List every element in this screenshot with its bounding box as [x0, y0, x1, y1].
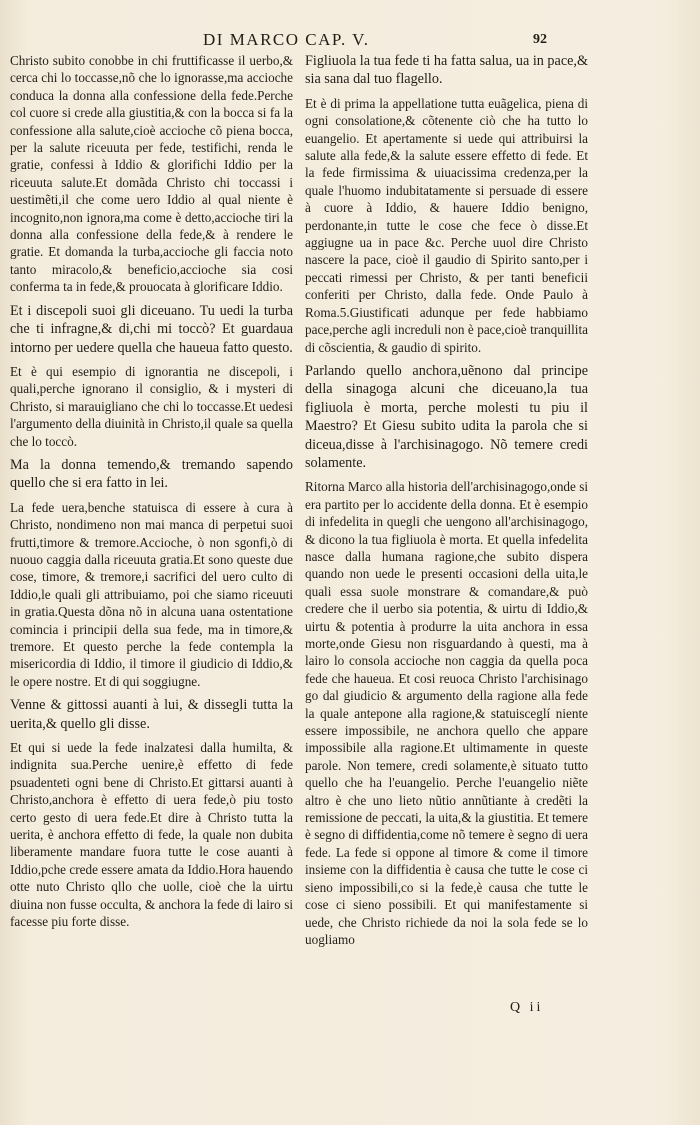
commentary-paragraph: Et qui si uede la fede inalzatesi dalla humilta, & indignita sua.Perche uenire,è effetto di fede psuadenteti ogni bene di Christo.Et gittarsi auanti à Christo,anchora è effetto di uera fede,ò piu tosto certo gesto di uera fede.Et dire à Christo tutta la uerita, è anchora effetto di fede, la quale non dubita liberamente mandare fuora tutte le cose auanti à Iddio,pche crede essere amata da Iddio.Hora hauendo otte nuto Christo qllo che uolle, cioè che la uirtu diuina non fusse occulta, & anchora la fede di lairo si facesse piu forte disse. [10, 740, 293, 930]
commentary-paragraph: Et è qui esempio di ignorantia ne discepoli, i quali,perche ignorano il consiglio, & i mysteri di Christo, si marauigliano che chi lo toccasse.Et uedesi l'argumento della diuinità in Christo,il quale sa quella che lo toccò. [10, 363, 293, 449]
catchword: Q ii [510, 1000, 544, 1015]
scripture-lemma: Venne & gittossi auanti à lui, & dissegli tutta la uerita,& quello gli disse. [10, 697, 293, 732]
commentary-paragraph: Et è di prima la appellatione tutta euãgelica, piena di ogni consolatione,& cõtenente ciò che ha tutto lo euangelio. Et apertamente si uede qui attribuirsi la salute alla fede,& la salute essere effetto di fede. Et la fede firmissima & uiuacissima credenza,per la quale l'huomo indubitatamente si persuade di essere à cuore à Iddio, & hauere Iddio benigno, perdonante,in tutte le cose che fece ò disse.Et aggiugne ua in pace &c. Perche uuol dire Christo nascere la pace, cioè il gaudio di Spirito santo,per i peccati rimessi per Christo, & per tanti beneficii conferiti per Christo, dalla fede. Onde Paulo à Roma.5.Giustificati adunque per fede habbiamo pace,perche agli increduli non è pace,cioè tranquillita di cõscientia, & gaudio di spirito. [305, 95, 588, 355]
folio-number: 92 [533, 32, 547, 47]
commentary-paragraph: La fede uera,benche statuisca di essere à cura à Christo, nondimeno non mai manca di perpetui suoi frutti,timore & tremore.Accioche, ò non sgonfi,ò di nuouo caggia dalla riceuuta gratia.Et sono queste due cose, timore, & tremore,i sacrifici del uero culto di Iddio,le quali gli attribuiamo, poi che siamo riceuuti in gratia.Questa dõna nõ in alcuna uana ostentatione comincia i principii della sua fede, ma in timore,& tremore. Et questo perche la fede contempla la misericordia di Iddio, il timore il giudicio di Iddio,& le opere nostre. Et di qui soggiugne. [10, 499, 293, 689]
scripture-lemma: Figliuola la tua fede ti ha fatta salua, ua in pace,& sia sana dal tuo flagello. [305, 53, 588, 88]
running-head [0, 30, 700, 52]
commentary-paragraph: Ritorna Marco alla historia dell'archisinagogo,onde si era partito per lo accidente della donna. Et è esempio di infedelita in quegli che uengono all'archisinagogo, & dicono la tua figliuola è morta. Et quella infedelita nasce dalla humana ragione,che subito dispera quando non uede le presenti occasioni della uita,le quali essa suole monstrare & comandare,& può credere che il uerbo sia potentia, & uirtu di Iddio,& uirtu & potentia à produrre la uita anchora in essa morte,onde Giesu non risguardando à questi, ma à lairo lo consola accioche non caggia da quella poca fede che haueua. Et cosi reuoca Christo l'archisinago go dal giudicio & argumento della ragione alla fede la quale antepone alla ragione,& statuisceglí niente essere impossibile, ne anchora quello che appare impossibile alla ragione.Et ultimamente in queste parole. Non temere, credi solamente,è situato tutto quello che ha l'euangelio. Perche l'euangelio niẽte altro è che uno lieto nũtio annũtiante à credẽti la remissione de peccati, la uita,& la giustitia. Et temere è segno di diffidentia,come nõ temere è segno di uera fede. La fede si oppone al timore & come il timore insieme con la diffidentia è causa che tutte le cose ci sieno impossibili,co si la fede,è causa che tutte le cose ci sieno possibili. Et qui manifestamente si uede, che Christo richiede da noi la sola fede se lo uogliamo [305, 479, 588, 947]
scripture-lemma: Ma la donna temendo,& tremando sapendo quello che si era fatto in lei. [10, 456, 293, 492]
scripture-lemma: Et i discepoli suoi gli diceuano. Tu uedi la turba che ti infragne,& di,chi mi toccò? Et guardaua intorno per uedere quella che haueua fatto questo. [10, 302, 293, 356]
left-column [10, 52, 293, 937]
scripture-lemma: Parlando quello anchora,uẽnono dal principe della sinagoga alcuni che diceuano,la tua figliuola è morta, perche molesti tu piu il Maestro? Et Giesu subito udita la parola che si diceua,disse à l'archisinagogo. Nõ temere credi solamente. [305, 362, 588, 471]
right-column [305, 52, 588, 954]
running-title: DI MARCO CAP. V. [203, 30, 370, 49]
commentary-paragraph: Christo subito conobbe in chi fruttificasse il uerbo,& cerca chi lo toccasse,nõ che lo ignorasse,ma accioche conduca la donna alla confessione della fede.Perche col cuore si crede alla giustitia,& con la bocca si fa la confessione alla salute,cioè accioche cõ piena bocca, per la salute riceuuta per fede, testifichi, renda le gratie, confessi à Iddio & glorifichi Iddio per la riceuuta salute.Et domãda Christo chi toccassi i uestimẽti,il che come uero Iddio al qual niente è incognito,non ignora,ma come è detto,accioche tiri la donna alla confessione della fede,& à rendere le gratie. Et domanda la turba,accioche gli faccia noto tanto miracolo,& beneficio,accioche sia cosi conferma ta in fede,& prouocata à glorificare Iddio. [10, 53, 293, 295]
